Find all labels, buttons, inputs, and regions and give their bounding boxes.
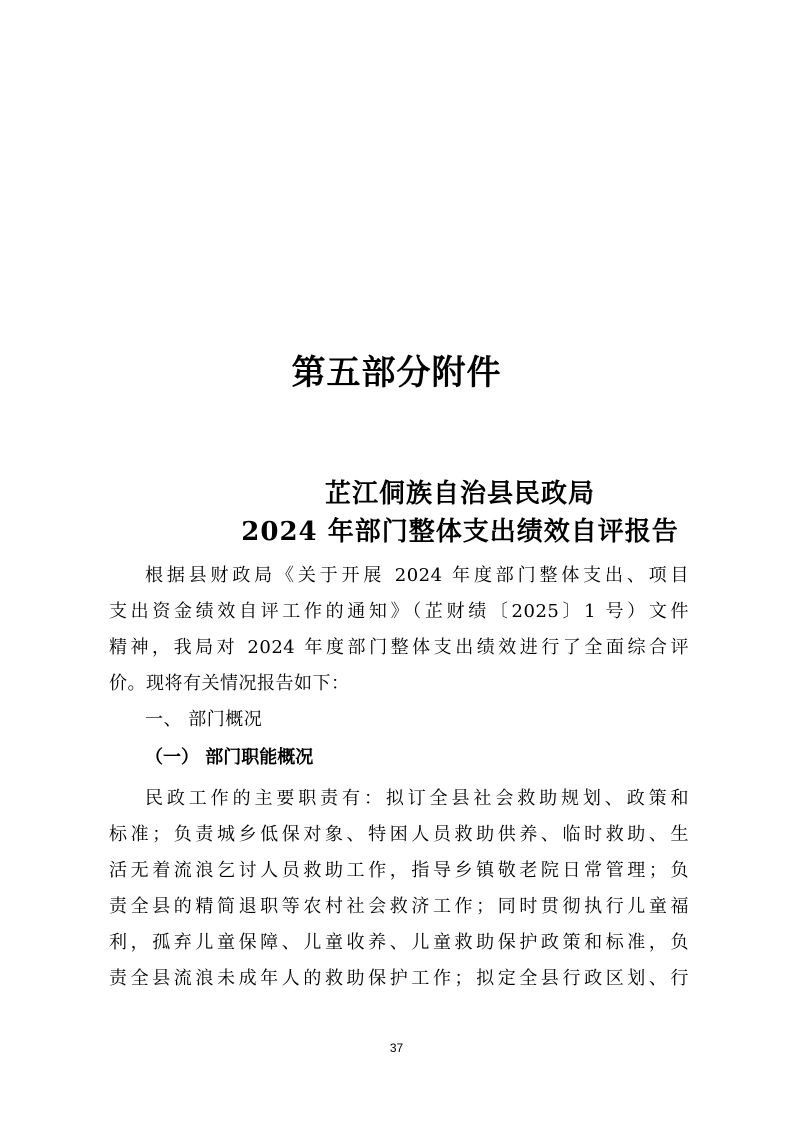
- duty-line: 利，孤弃儿童保障、儿童收养、儿童救助保护政策和标准，负: [109, 932, 689, 953]
- section-heading: 一、 部门概况: [145, 709, 263, 730]
- duty-line: 标准；负责城乡低保对象、特困人员救助供养、临时救助、生: [109, 824, 689, 845]
- intro-line: 根据县财政局《关于开展 2024 年度部门整体支出、项目: [145, 565, 689, 586]
- intro-line: 价。现将有关情况报告如下：: [109, 673, 350, 694]
- duty-line: 责全县流浪未成年人的救助保护工作；拟定全县行政区划、行: [109, 968, 689, 989]
- report-title-line-2: 2024 年部门整体支出绩效自评报告: [241, 517, 679, 547]
- page-number: 37: [389, 1041, 404, 1055]
- report-title-line-1: 芷江侗族自治县民政局: [324, 479, 595, 509]
- duty-line: 责全县的精简退职等农村社会救济工作；同时贯彻执行儿童福: [109, 896, 689, 917]
- subsection-heading: （一） 部门职能概况: [145, 747, 314, 768]
- duty-line: 民政工作的主要职责有：拟订全县社会救助规划、政策和: [145, 788, 689, 809]
- duty-line: 活无着流浪乞讨人员救助工作，指导乡镇敬老院日常管理；负: [109, 860, 689, 881]
- part-title: 第五部分附件: [291, 353, 502, 393]
- intro-line: 支出资金绩效自评工作的通知》（芷财绩〔2025〕1 号）文件: [109, 601, 689, 622]
- intro-line: 精神，我局对 2024 年度部门整体支出绩效进行了全面综合评: [109, 637, 689, 658]
